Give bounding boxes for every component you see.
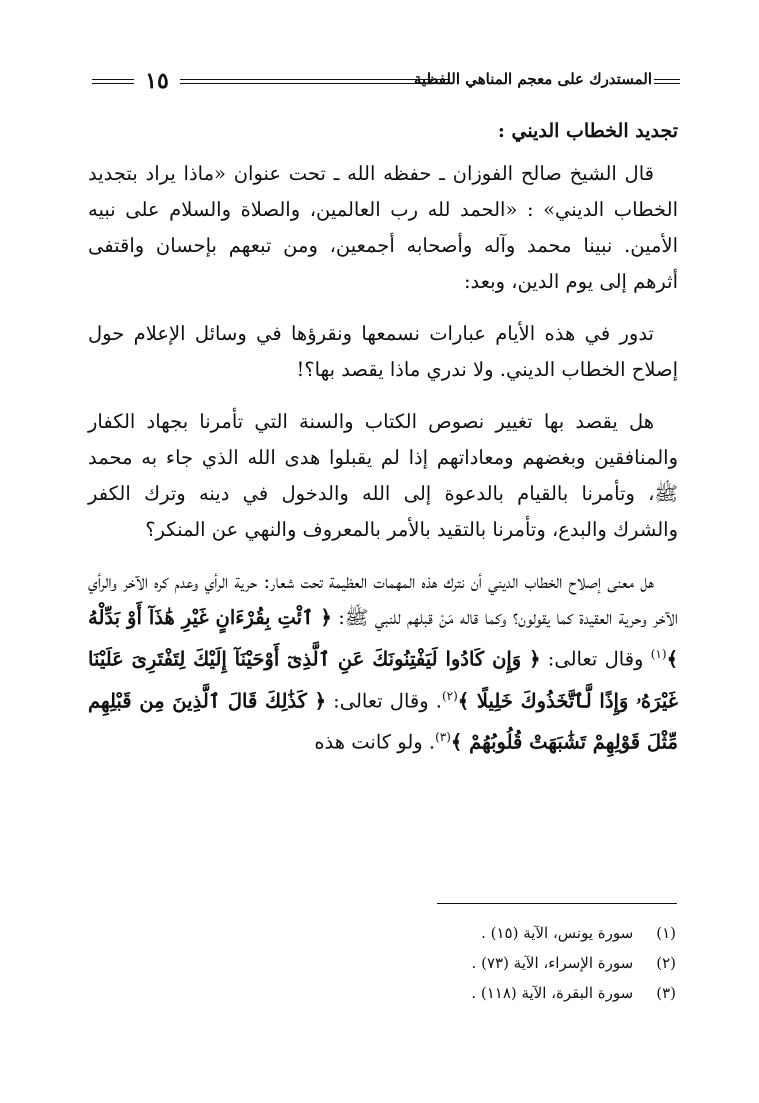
footnote-separator bbox=[437, 903, 677, 904]
footnote-text: سورة الإسراء، الآية (٧٣) . bbox=[471, 954, 634, 972]
paragraph-4-text-1: هل معنى إصلاح الخطاب الديني أن نترك هذه المهمات العظيمة تحت شعار: حرية الرأي وعدم كره الآخر والرأي الآخر وحرية العقيدة كما يقولون؟ وكما قاله مَنْ قبلهم للنبي ﷺ: bbox=[88, 570, 679, 629]
quran-verse-2: ﴿ وَإِن كَادُوا لَيَفْتِنُونَكَ عَنِ ٱلَّذِىٓ أَوْحَيْنَآ إِلَيْكَ لِتَفْتَرِىَ عَلَيْنَا غَيْرَهُۥ وَإِذًا لَّٱتَّخَذُوكَ خَلِيلًا ﴾ bbox=[88, 647, 678, 712]
footnote-number: (١) bbox=[656, 924, 676, 942]
footnote-ref-3: (٣) bbox=[435, 730, 451, 744]
page-number: ١٥ bbox=[145, 68, 169, 94]
paragraph-1: قال الشيخ صالح الفوزان ـ حفظه الله ـ تحت عنوان «ماذا يراد بتجديد الخطاب الديني» : «الحمد لله رب العالمين، والصلاة والسلام على نبيه الأمين. نبينا محمد وآله وأصحابه أجمعين، ومن تبعهم بإحسان واقتفى أثرهم إلى يوم الدين، وبعد: bbox=[88, 162, 678, 293]
footnote-ref-2: (٢) bbox=[441, 688, 458, 703]
paragraph-3: هل يقصد بها تغيير نصوص الكتاب والسنة التي تأمرنا بجهاد الكفار والمنافقين وبغضهم ومعاداتهم إذا لم يقبلوا هدى الله الذي جاء به محمد ﷺ، وتأمرنا بالقيام بالدعوة إلى الله والدخول في دينه وترك الكفر والشرك والبدع، وتأمرنا بالتقيد بالأمر بالمعروف والنهي عن المنكر؟ bbox=[88, 410, 678, 541]
paragraph-4-text-3: . وقال تعالى: bbox=[326, 689, 442, 712]
running-title: المستدرك على معجم المناهي اللفظية bbox=[413, 70, 652, 88]
paragraph-4-text-2: وقال تعالى: bbox=[540, 647, 651, 671]
quran-verse-3: ﴿ كَذَٰلِكَ قَالَ ٱلَّذِينَ مِن قَبْلِهِم مِّثْلَ قَوْلِهِمْ تَشَٰبَهَتْ قُلُوبُهُمْ ﴾ bbox=[88, 689, 678, 754]
running-header bbox=[92, 70, 680, 104]
header-rule-right bbox=[654, 79, 680, 84]
section-title: تجديد الخطاب الديني : bbox=[497, 120, 678, 142]
header-rule-middle bbox=[180, 79, 450, 84]
footnote-2 bbox=[300, 948, 676, 978]
footnote-number: (٢) bbox=[656, 954, 676, 972]
header-rule-left bbox=[92, 79, 134, 84]
footnote-ref-1: (١) bbox=[650, 647, 667, 661]
footnote-3 bbox=[300, 978, 676, 1008]
footnote-1 bbox=[300, 918, 676, 948]
paragraph-4 bbox=[88, 564, 678, 761]
quran-verse-1: ﴿ ٱئْتِ بِقُرْءَانٍ غَيْرِ هَٰذَآ أَوْ بَدِّلْهُ ﴾ bbox=[88, 606, 678, 671]
footnote-number: (٣) bbox=[656, 984, 676, 1002]
footnote-text: سورة يونس، الآية (١٥) . bbox=[481, 924, 634, 942]
footnote-text: سورة البقرة، الآية (١١٨) . bbox=[471, 984, 634, 1002]
footnotes bbox=[300, 918, 676, 1008]
main-text bbox=[88, 120, 678, 777]
paragraph-4-text-4: . ولو كانت هذه bbox=[314, 730, 436, 754]
paragraph-2: تدور في هذه الأيام عبارات نسمعها ونقرؤها في وسائل الإعلام حول إصلاح الخطاب الديني. ولا ندري ماذا يقصد بها؟! bbox=[88, 322, 678, 381]
